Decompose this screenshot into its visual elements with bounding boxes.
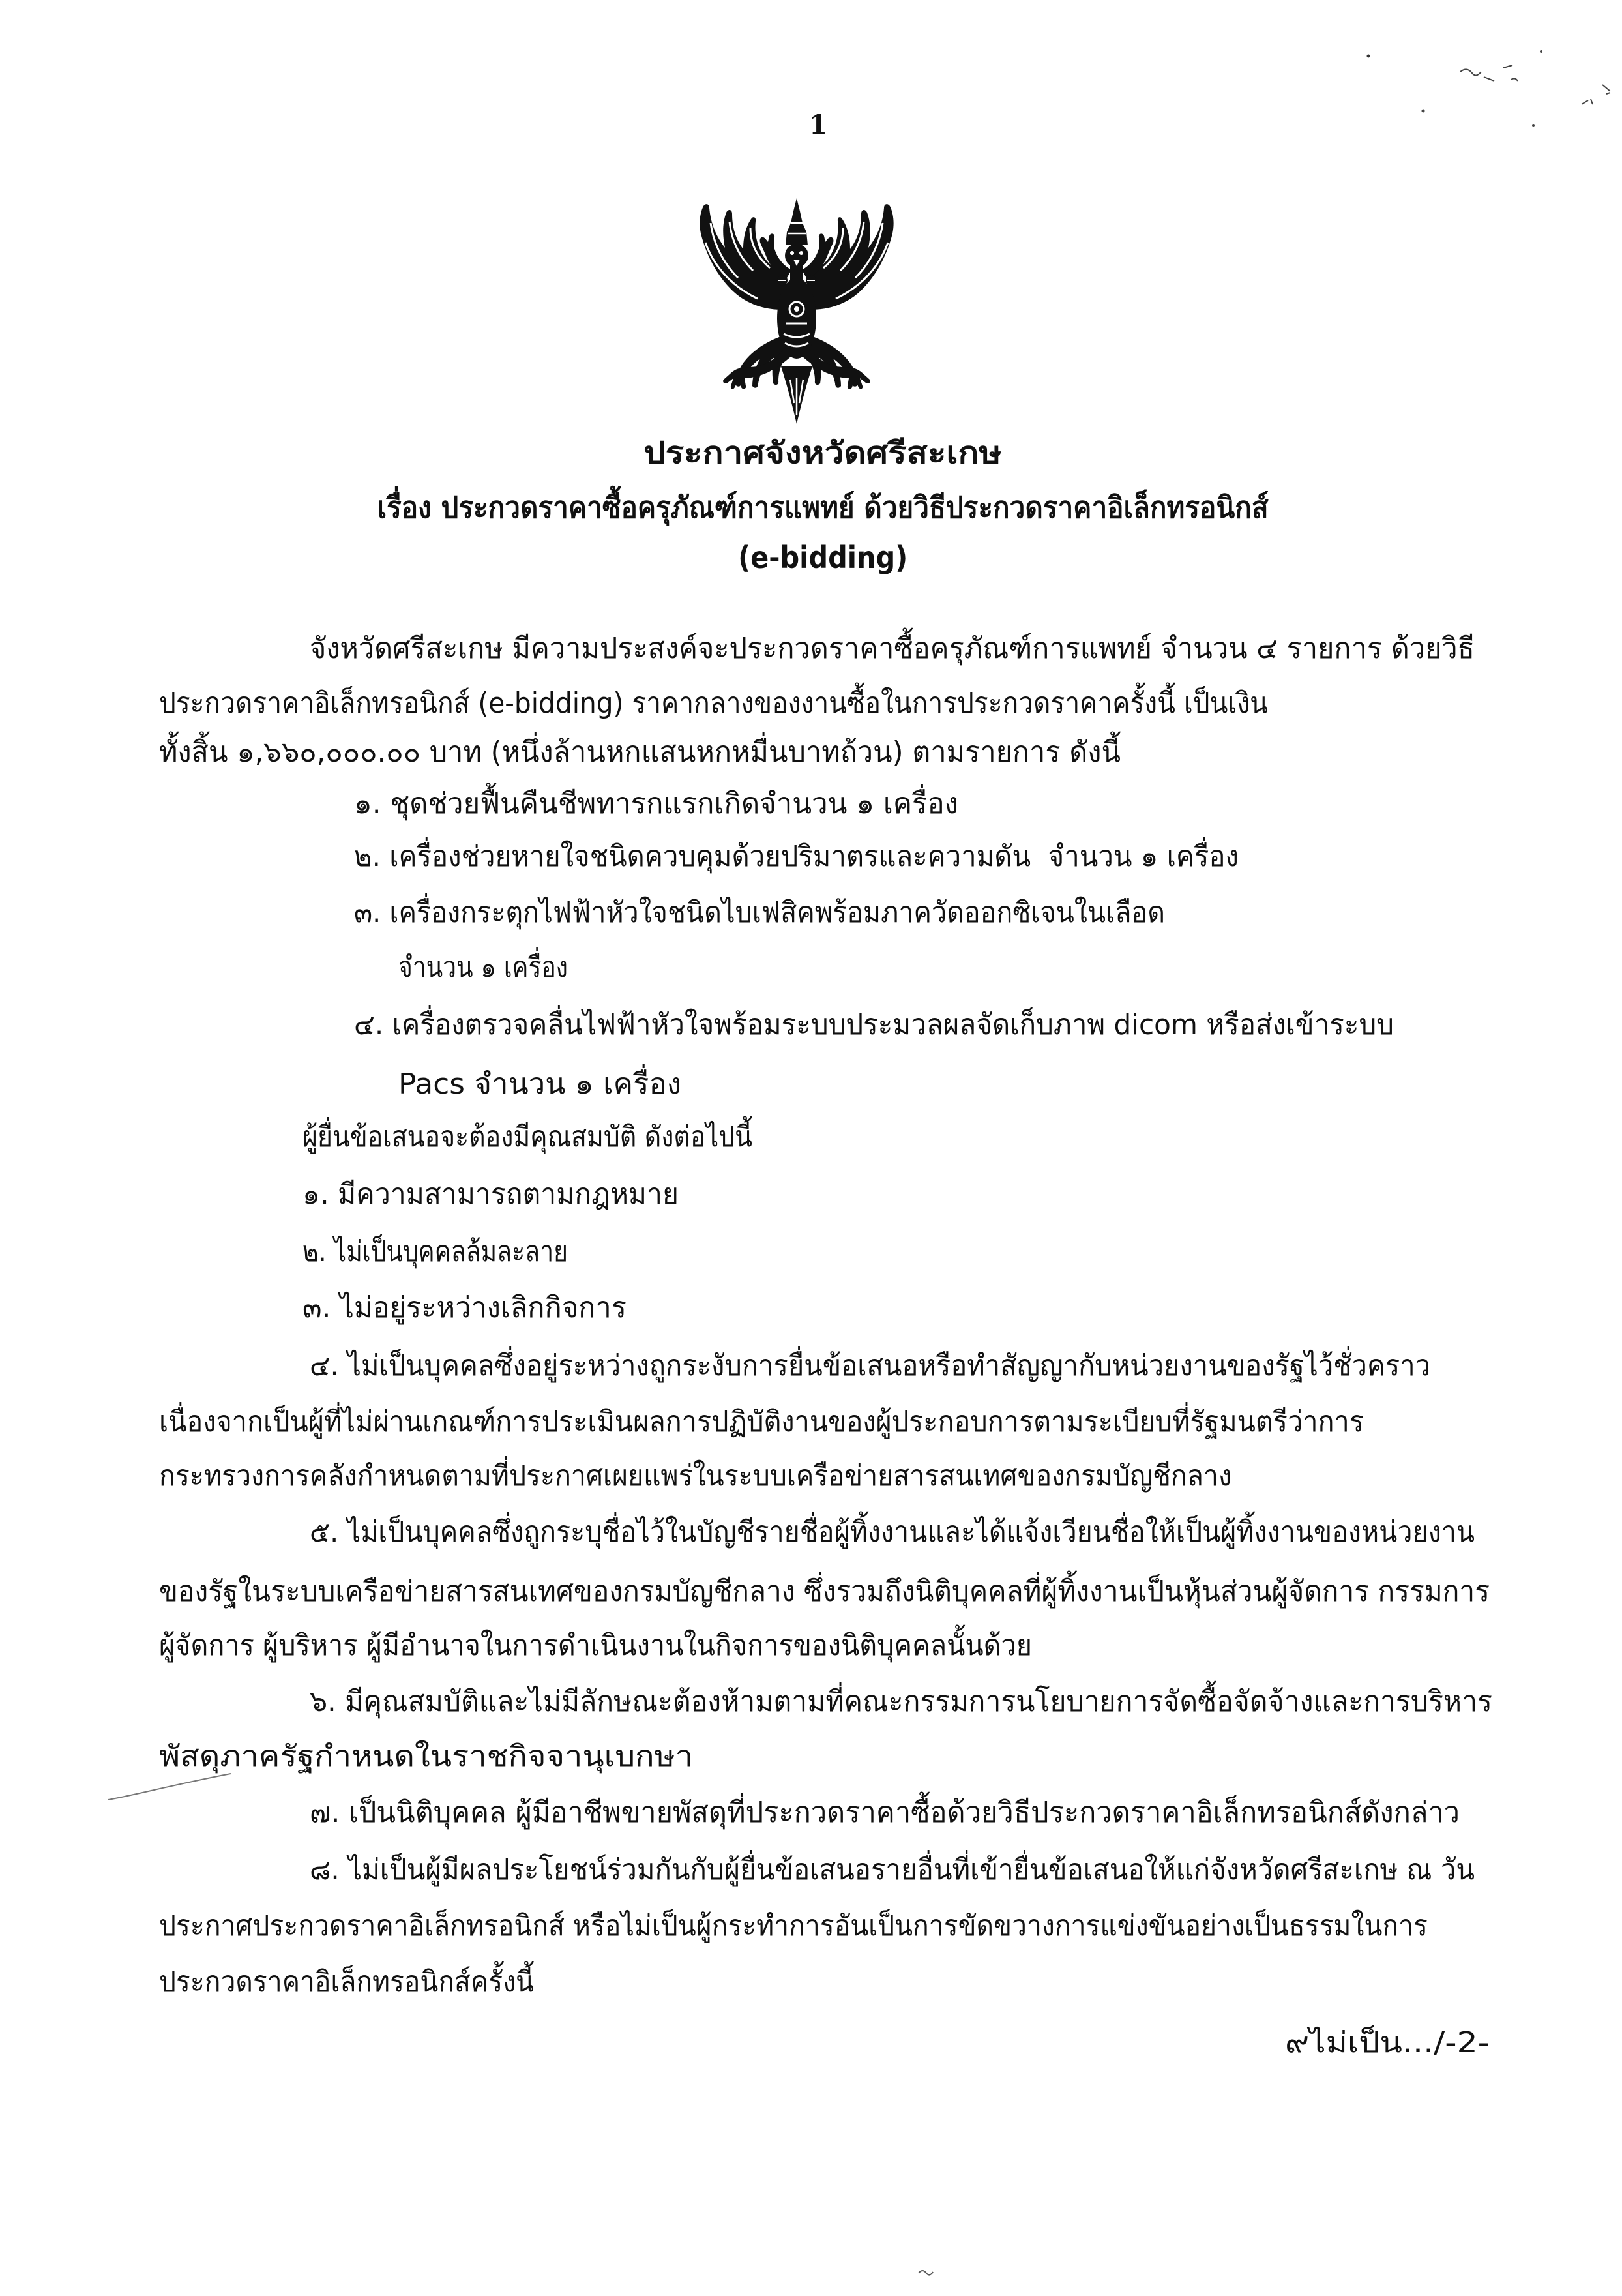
garuda-tail [781, 366, 812, 424]
qualification-item-continuation: ผู้จัดการ ผู้บริหาร ผู้มีอำนาจในการดำเนินงานในกิจการของนิติบุคคลนั้นด้วย [159, 1629, 1032, 1662]
qualification-item-continuation: ประกวดราคาอิเล็กทรอนิกส์ครั้งนี้ [159, 1965, 534, 1999]
procurement-item-continuation: Pacs จำนวน ๑ เครื่อง [398, 1067, 681, 1101]
qualification-item: ๒. ไม่เป็นบุคคลล้มละลาย [302, 1235, 568, 1268]
announcement-subject: เรื่อง ประกวดราคาซื้อครุภัณฑ์การแพทย์ ด้วยวิธีประกวดราคาอิเล็กทรอนิกส์ [377, 490, 1269, 525]
garuda-head [785, 244, 808, 267]
announcement-title: ประกาศจังหวัดศรีสะเกษ [643, 435, 1002, 470]
qualification-item: ๗. เป็นนิติบุคคล ผู้มีอาชีพขายพัสดุที่ประกวดราคาซื้อด้วยวิธีประกวดราคาอิเล็กทรอนิกส์ดังกล่าว [310, 1796, 1460, 1829]
qualification-item-continuation: ของรัฐในระบบเครือข่ายสารสนเทศของกรมบัญชีกลาง ซึ่งรวมถึงนิติบุคคลที่ผู้ทิ้งงานเป็นหุ้นส่วนผู้จัดการ กรรมการ [159, 1575, 1490, 1608]
garuda-crown [786, 198, 808, 245]
next-page-continuation: ๙ไม่เป็น.../-2- [1285, 2026, 1490, 2059]
intro-line: ทั้งสิ้น ๑,๖๖๐,๐๐๐.๐๐ บาท (หนึ่งล้านหกแสนหกหมื่นบาทถ้วน) ตามรายการ ดังนี้ [159, 736, 1121, 769]
intro-line: ประกวดราคาอิเล็กทรอนิกส์ (e-bidding) ราคากลางของงานซื้อในการประกวดราคาครั้งนี้ เป็นเงิน [159, 687, 1268, 720]
qualification-item: ๘. ไม่เป็นผู้มีผลประโยชน์ร่วมกันกับผู้ยื่นข้อเสนอรายอื่นที่เข้ายื่นข้อเสนอให้แก่จังหวัดศรีสะเกษ ณ วัน [310, 1853, 1475, 1886]
procurement-item: ๔. เครื่องตรวจคลื่นไฟฟ้าหัวใจพร้อมระบบประมวลผลจัดเก็บภาพ dicom หรือส่งเข้าระบบ [354, 1008, 1394, 1041]
procurement-item: ๓. เครื่องกระตุกไฟฟ้าหัวใจชนิดไบเฟสิคพร้อมภาควัดออกซิเจนในเลือด [354, 896, 1165, 929]
procurement-item: ๒. เครื่องช่วยหายใจชนิดควบคุมด้วยปริมาตรและความดัน จำนวน ๑ เครื่อง [354, 840, 1239, 873]
qualification-item-continuation: เนื่องจากเป็นผู้ที่ไม่ผ่านเกณฑ์การประเมินผลการปฏิบัติงานของผู้ประกอบการตามระเบียบที่รัฐมนตรีว่าการ [159, 1405, 1364, 1439]
qualification-item: ๓. ไม่อยู่ระหว่างเลิกกิจการ [302, 1291, 627, 1324]
pen-stroke-mark [104, 1768, 235, 1808]
qualifications-heading: ผู้ยื่นข้อเสนอจะต้องมีคุณสมบัติ ดังต่อไปนี้ [302, 1120, 752, 1154]
announcement-method: (e-bidding) [738, 540, 907, 575]
qualification-item-continuation: พัสดุภาครัฐกำหนดในราชกิจจานุเบกษา [159, 1740, 693, 1773]
intro-line: จังหวัดศรีสะเกษ มีความประสงค์จะประกวดราคาซื้อครุภัณฑ์การแพทย์ จำนวน ๔ รายการ ด้วยวิธี [310, 632, 1475, 665]
scan-noise [1356, 39, 1617, 143]
scan-speck [916, 2265, 936, 2278]
qualification-item-continuation: กระทรวงการคลังกำหนดตามที่ประกาศเผยแพร่ในระบบเครือข่ายสารสนเทศของกรมบัญชีกลาง [159, 1459, 1231, 1493]
method-row [26, 536, 1619, 579]
subject-row [26, 486, 1619, 529]
title-row [26, 431, 1619, 474]
garuda-left-half [700, 204, 793, 389]
qualification-item: ๑. มีความสามารถตามกฎหมาย [302, 1178, 679, 1211]
qualification-item-continuation: ประกาศประกวดราคาอิเล็กทรอนิกส์ หรือไม่เป็นผู้กระทำการอันเป็นการขัดขวางการแข่งขันอย่างเป็นธรรมในการ [159, 1909, 1428, 1943]
garuda-emblem [692, 194, 901, 429]
page-number: 1 [809, 110, 827, 140]
procurement-item: ๑. ชุดช่วยฟื้นคืนชีพทารกแรกเกิดจำนวน ๑ เครื่อง [354, 787, 958, 820]
procurement-item-continuation: จำนวน ๑ เครื่อง [398, 951, 568, 984]
qualification-item: ๖. มีคุณสมบัติและไม่มีลักษณะต้องห้ามตามที่คณะกรรมการนโยบายการจัดซื้อจัดจ้างและการบริหาร [310, 1685, 1492, 1718]
garuda-right-half [801, 204, 894, 389]
qualification-item: ๔. ไม่เป็นบุคคลซึ่งอยู่ระหว่างถูกระงับการยื่นข้อเสนอหรือทำสัญญากับหน่วยงานของรัฐไว้ชั่วคราว [310, 1349, 1430, 1382]
qualification-item: ๕. ไม่เป็นบุคคลซึ่งถูกระบุชื่อไว้ในบัญชีรายชื่อผู้ทิ้งงานและได้แจ้งเวียนชื่อให้เป็นผู้ทิ้งงานของหน่วยงาน [310, 1515, 1475, 1549]
